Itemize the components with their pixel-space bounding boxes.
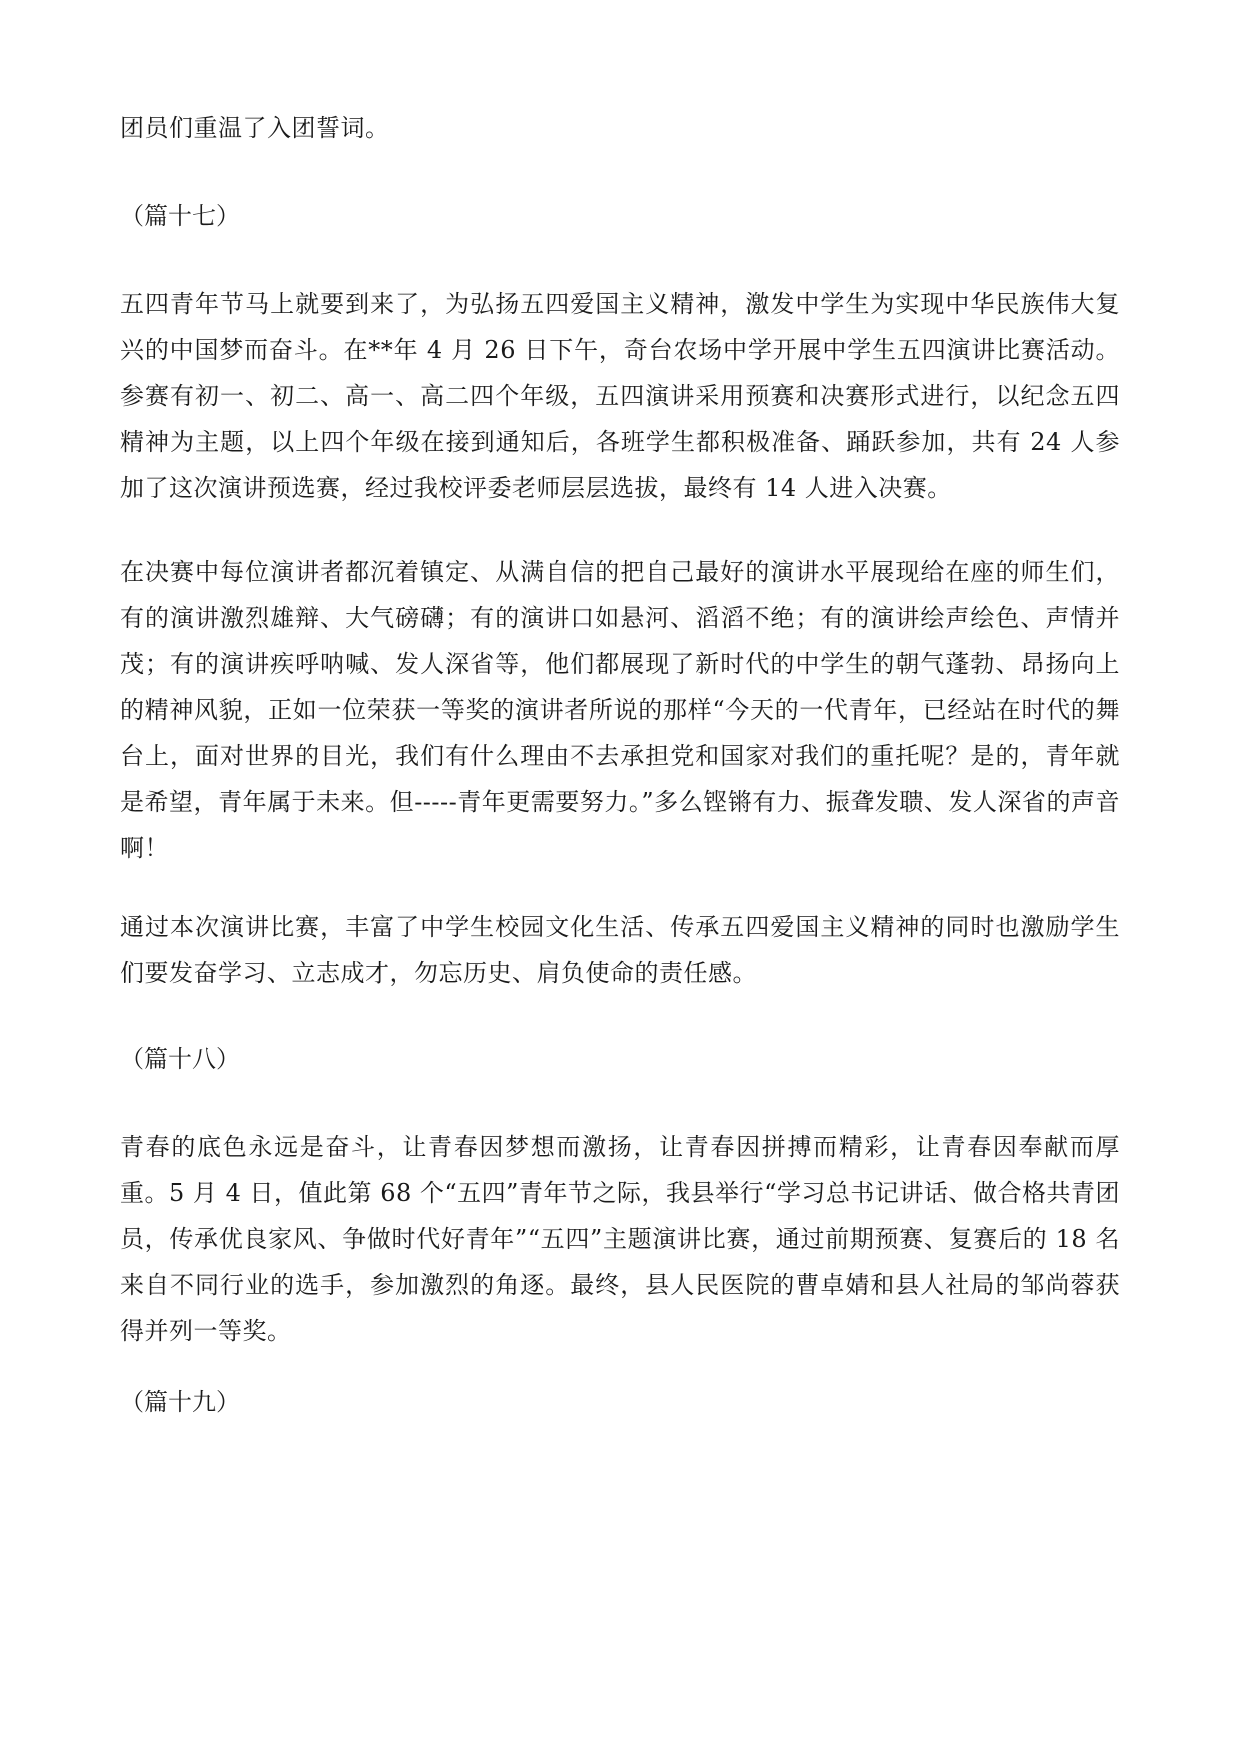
paragraph-pledge-line: 团员们重温了入团誓词。	[120, 114, 390, 142]
paragraph-youth-struggle: 青春的底色永远是奋斗，让青春因梦想而激扬，让青春因拼搏而精彩，让青春因奉献而厚重。5 月 4 日，值此第 68 个“五四”青年节之际，我县举行“学习总书记讲话、做合格共青团员，传承优良家风、争做时代好青年”“五四”主题演讲比赛，通过前期预赛、复赛后的 18 名来自不同行业的选手，参加激烈的角逐。最终，县人民医院的曹卓婧和县人社局的邹尚蓉获得并列一等奖。	[120, 1133, 1120, 1345]
paragraph-contest-summary: 通过本次演讲比赛，丰富了中学生校园文化生活、传承五四爱国主义精神的同时也激励学生们要发奋学习、立志成才，勿忘历史、肩负使命的责任感。	[120, 913, 1120, 987]
paragraph-may-fourth-contest: 五四青年节马上就要到来了，为弘扬五四爱国主义精神，激发中学生为实现中华民族伟大复兴的中国梦而奋斗。在**年 4 月 26 日下午，奇台农场中学开展中学生五四演讲比赛活动。参赛有初一、初二、高一、高二四个年级，五四演讲采用预赛和决赛形式进行，以纪念五四精神为主题，以上四个年级在接到通知后，各班学生都积极准备、踊跃参加，共有 24 人参加了这次演讲预选赛，经过我校评委老师层层选拔，最终有 14 人进入决赛。	[120, 290, 1120, 502]
paragraph-final-round: 在决赛中每位演讲者都沉着镇定、从满自信的把自己最好的演讲水平展现给在座的师生们，有的演讲激烈雄辩、大气磅礴；有的演讲口如悬河、滔滔不绝；有的演讲绘声绘色、声情并茂；有的演讲疾呼呐喊、发人深省等，他们都展现了新时代的中学生的朝气蓬勃、昂扬向上的精神风貌，正如一位荣获一等奖的演讲者所说的那样“今天的一代青年，已经站在时代的舞台上，面对世界的目光，我们有什么理由不去承担党和国家对我们的重托呢？是的，青年就是希望，青年属于未来。但-----青年更需要努力。”多么铿锵有力、振聋发聩、发人深省的声音啊！	[120, 558, 1120, 862]
section-heading-18: （篇十八）	[120, 1045, 240, 1073]
section-heading-17: （篇十七）	[120, 202, 240, 230]
section-heading-19: （篇十九）	[120, 1388, 240, 1416]
